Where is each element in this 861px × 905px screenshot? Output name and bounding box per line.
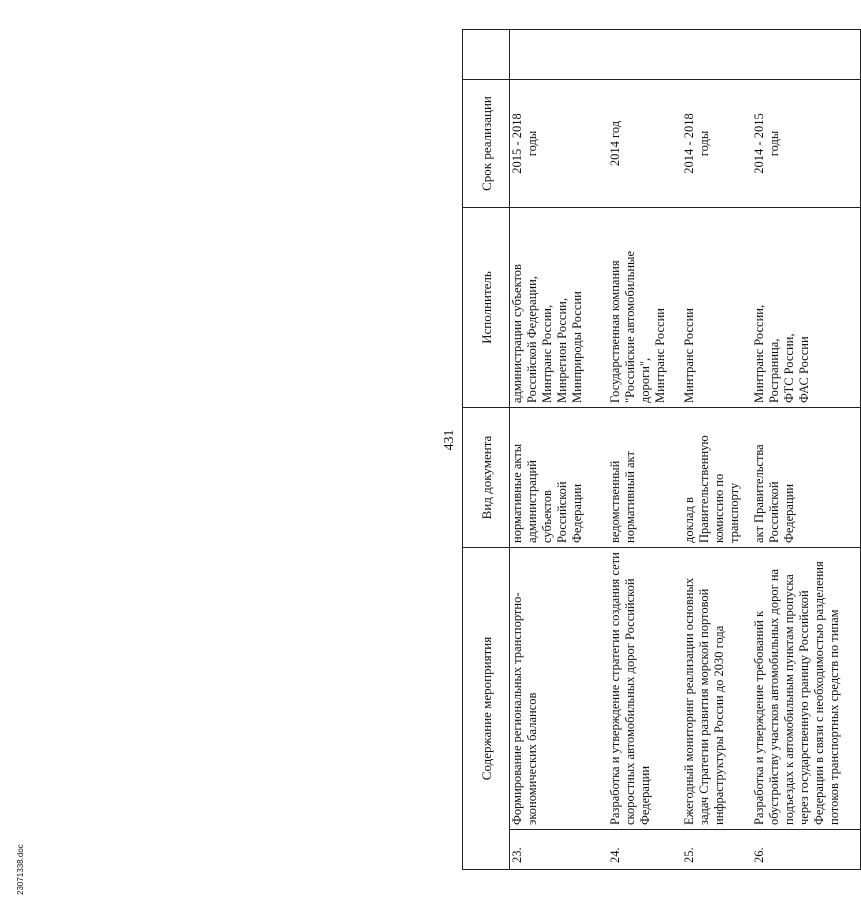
- row-term: 2014 - 2018 годы: [682, 80, 752, 208]
- doc-code-holder: [10, 735, 25, 895]
- row-term: 2014 год: [608, 80, 682, 208]
- row-executor: Минтранс России: [682, 208, 752, 408]
- header-executor: Исполнитель: [463, 208, 510, 408]
- doc-code: 23071338.doc: [16, 844, 25, 895]
- measures-table: [462, 29, 861, 870]
- row-doc-type: нормативные акты администраций субъектов Российской Федерации: [510, 408, 609, 548]
- header-term: Срок реализации: [463, 80, 510, 208]
- table-header-row: [463, 30, 510, 870]
- row-doc-type: ведомственный нормативный акт: [608, 408, 682, 548]
- row-doc-type: акт Правительства Российской Федерации: [752, 408, 861, 548]
- header-content: Содержание мероприятия: [463, 548, 510, 870]
- table-row: [510, 30, 609, 870]
- row-doc-type: доклад в Правительственную комиссию по транспорту: [682, 408, 752, 548]
- row-content: Разработка и утверждение требований к обустройству участков автомобильных дорог на подъездах к автомобильным пунктам пропуска через государственную границу Российской Федерации в связи с необходимостью разделения потоков транспортных средств по типам: [752, 548, 861, 830]
- table-row: [682, 30, 752, 870]
- row-number: 25.: [682, 830, 752, 870]
- table-row: [752, 30, 861, 870]
- row-content: Разработка и утверждение стратегии создания сети скоростных автомобильных дорог Российской Федерации: [608, 548, 682, 830]
- row-content: Формирование региональных транспортно-экономических балансов: [510, 548, 609, 830]
- row-number: 24.: [608, 830, 682, 870]
- row-blank: [608, 30, 682, 80]
- row-content: Ежегодный мониторинг реализации основных задач Стратегии развития морской портовой инфраструктуры России до 2030 года: [682, 548, 752, 830]
- row-term: 2015 - 2018 годы: [510, 80, 609, 208]
- row-executor: администрации субъектов Российской Федерации, Минтранс России, Минрегион России, Минприроды России: [510, 208, 609, 408]
- row-blank: [752, 30, 861, 80]
- page-number: 431: [442, 429, 457, 451]
- row-blank: [510, 30, 609, 80]
- table-row: [608, 30, 682, 870]
- row-number: 26.: [752, 830, 861, 870]
- row-blank: [682, 30, 752, 80]
- row-term: 2014 - 2015 годы: [752, 80, 861, 208]
- row-number: 23.: [510, 830, 609, 870]
- header-blank: [463, 30, 510, 80]
- header-doc-type: Вид документа: [463, 408, 510, 548]
- row-executor: Минтранс России, Росграница, ФТС России, ФАС России: [752, 208, 861, 408]
- row-executor: Государственная компания "Российские автомобильные дороги", Минтранс России: [608, 208, 682, 408]
